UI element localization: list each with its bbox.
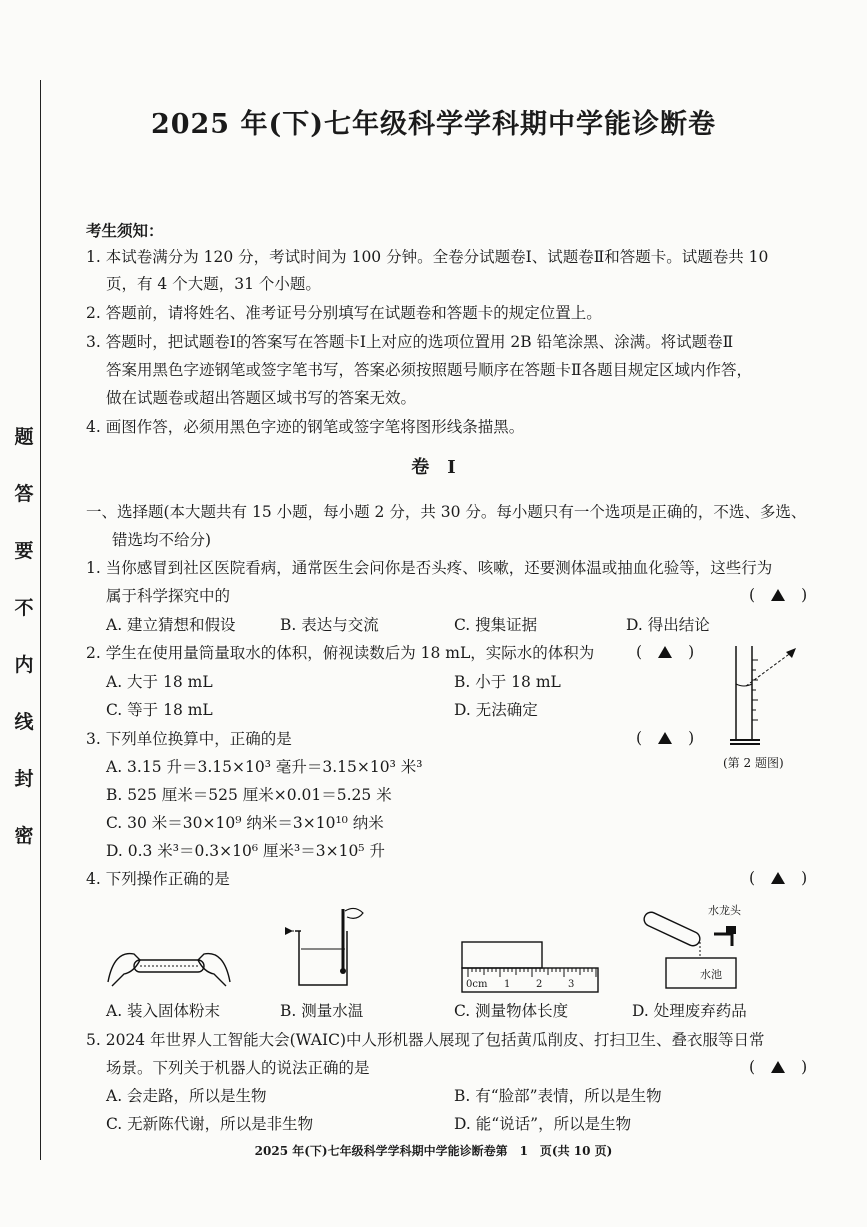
page-title: 2025 年(下)七年级科学学科期中学能诊断卷: [150, 109, 717, 140]
q2-cylinder-figure: [722, 640, 802, 750]
seal-char: 密: [14, 825, 34, 847]
paren-open: (: [749, 869, 756, 887]
paren-close: ): [801, 1058, 808, 1076]
seal-char: 封: [14, 768, 34, 790]
ruler-label-2: 2: [536, 979, 543, 990]
q2-stem: 2. 学生在使用量筒量取水的体积，俯视读数后为 18 mL，实际水的体积为: [86, 644, 595, 662]
q4-fig-a-test-tube: [104, 940, 234, 1000]
triangle-icon: [658, 646, 672, 658]
q1-stem: 1. 当你感冒到社区医院看病，通常医生会问你是否头疼、咳嗽，还要测体温或抽血化验等，这些行为: [86, 559, 773, 577]
q2-option-b: B. 小于 18 mL: [454, 673, 561, 691]
q5-option-b: B. 有“脸部”表情，所以是生物: [454, 1087, 662, 1105]
paren-open: (: [749, 586, 756, 604]
q1-option-d: D. 得出结论: [626, 616, 710, 634]
paren-close: ): [801, 586, 808, 604]
notice-item-3-cont: 答案用黑色字迹钢笔或签字笔书写，答案必须按照题号顺序在答题卡Ⅱ各题目规定区域内作答，: [106, 361, 753, 379]
q5-option-a: A. 会走路，所以是生物: [106, 1087, 267, 1105]
page-footer: 2025 年(下)七年级科学学科期中学能诊断卷第 1 页(共 10 页): [254, 1144, 613, 1158]
q4-option-c: C. 测量物体长度: [454, 1002, 569, 1020]
triangle-icon: [771, 872, 785, 884]
q5-option-d: D. 能“说话”，所以是生物: [454, 1115, 632, 1133]
q5-option-c: C. 无新陈代谢，所以是非生物: [106, 1115, 314, 1133]
q4-fig-b-beaker: [285, 905, 365, 990]
q5-stem-cont: 场景。下列关于机器人的说法正确的是: [106, 1059, 370, 1077]
paren-close: ): [688, 643, 695, 661]
q5-answer-blank: [749, 1058, 807, 1076]
q4-option-b: B. 测量水温: [280, 1002, 364, 1020]
notice-item-3-cont: 做在试题卷或超出答题区域书写的答案无效。: [106, 389, 417, 407]
q3-option-c: C. 30 米＝30×10⁹ 纳米＝3×10¹⁰ 纳米: [106, 814, 384, 832]
notice-item-1-cont: 页，有 4 个大题，31 个小题。: [106, 275, 321, 293]
q1-answer-blank: [749, 586, 807, 604]
notice-heading: 考生须知：: [86, 221, 164, 240]
q3-answer-blank: [636, 729, 694, 747]
notice-item-1: 1. 本试卷满分为 120 分，考试时间为 100 分钟。全卷分试题卷Ⅰ、试题卷Ⅱ和答题卡。试题卷共 10: [86, 248, 769, 266]
q3-stem: 3. 下列单位换算中，正确的是: [86, 730, 292, 748]
notice-item-4: 4. 画图作答，必须用黑色字迹的钢笔或签字笔将图形线条描黑。: [86, 418, 525, 436]
q3-option-d: D. 0.3 米³＝0.3×10⁶ 厘米³＝3×10⁵ 升: [106, 842, 385, 860]
q4-answer-blank: [749, 869, 807, 887]
seal-char: 要: [14, 540, 34, 562]
q1-option-b: B. 表达与交流: [280, 616, 379, 634]
paren-open: (: [636, 729, 643, 747]
triangle-icon: [771, 589, 785, 601]
q3-option-a: A. 3.15 升＝3.15×10³ 毫升＝3.15×10³ 米³: [106, 758, 423, 776]
q4-stem: 4. 下列操作正确的是: [86, 870, 230, 888]
paren-open: (: [749, 1058, 756, 1076]
paren-close: ): [688, 729, 695, 747]
sink-label: 水池: [700, 968, 722, 981]
paren-close: ): [801, 869, 808, 887]
part1-header-cont: 错选均不给分): [112, 531, 212, 549]
q2-option-a: A. 大于 18 mL: [106, 673, 213, 691]
triangle-icon: [771, 1061, 785, 1073]
seal-char: 内: [14, 654, 34, 676]
notice-item-2: 2. 答题前，请将姓名、准考证号分别填写在试题卷和答题卡的规定位置上。: [86, 304, 602, 322]
seal-char: 线: [14, 711, 34, 733]
section-title: 卷 Ⅰ: [411, 457, 456, 478]
q5-stem: 5. 2024 年世界人工智能大会(WAIC)中人形机器人展现了包括黄瓜削皮、打扫卫生、叠衣服等日常: [86, 1031, 765, 1049]
q1-option-a: A. 建立猜想和假设: [106, 616, 236, 634]
notice-item-3: 3. 答题时，把试题卷Ⅰ的答案写在答题卡Ⅰ上对应的选项位置用 2B 铅笔涂黑、涂满。将试题卷Ⅱ: [86, 333, 734, 351]
triangle-icon: [658, 732, 672, 744]
q2-answer-blank: [636, 643, 694, 661]
ruler-label-1: 1: [504, 979, 511, 990]
ruler-label-3: 3: [568, 979, 575, 990]
q1-stem-cont: 属于科学探究中的: [106, 587, 231, 605]
seal-warning: [12, 425, 36, 881]
q2-figure-caption: (第 2 题图): [723, 756, 784, 770]
q2-option-d: D. 无法确定: [454, 701, 538, 719]
binding-line: [40, 80, 41, 1160]
q4-option-a: A. 装入固体粉末: [106, 1002, 221, 1020]
q4-option-d: D. 处理废弃药品: [632, 1002, 747, 1020]
seal-char: 不: [14, 597, 34, 619]
paren-open: (: [636, 643, 643, 661]
q4-fig-d-sink: [636, 912, 756, 992]
q3-option-b: B. 525 厘米＝525 厘米×0.01＝5.25 米: [106, 786, 392, 804]
part1-header: 一、选择题(本大题共有 15 小题，每小题 2 分，共 30 分。每小题只有一个选项是正确的，不选、多选、: [86, 503, 807, 521]
seal-char: 答: [14, 483, 34, 505]
seal-char: 题: [14, 426, 34, 448]
q2-option-c: C. 等于 18 mL: [106, 701, 213, 719]
tap-label: 水龙头: [708, 904, 741, 917]
ruler-label-0: 0cm: [466, 979, 488, 990]
q1-option-c: C. 搜集证据: [454, 616, 538, 634]
